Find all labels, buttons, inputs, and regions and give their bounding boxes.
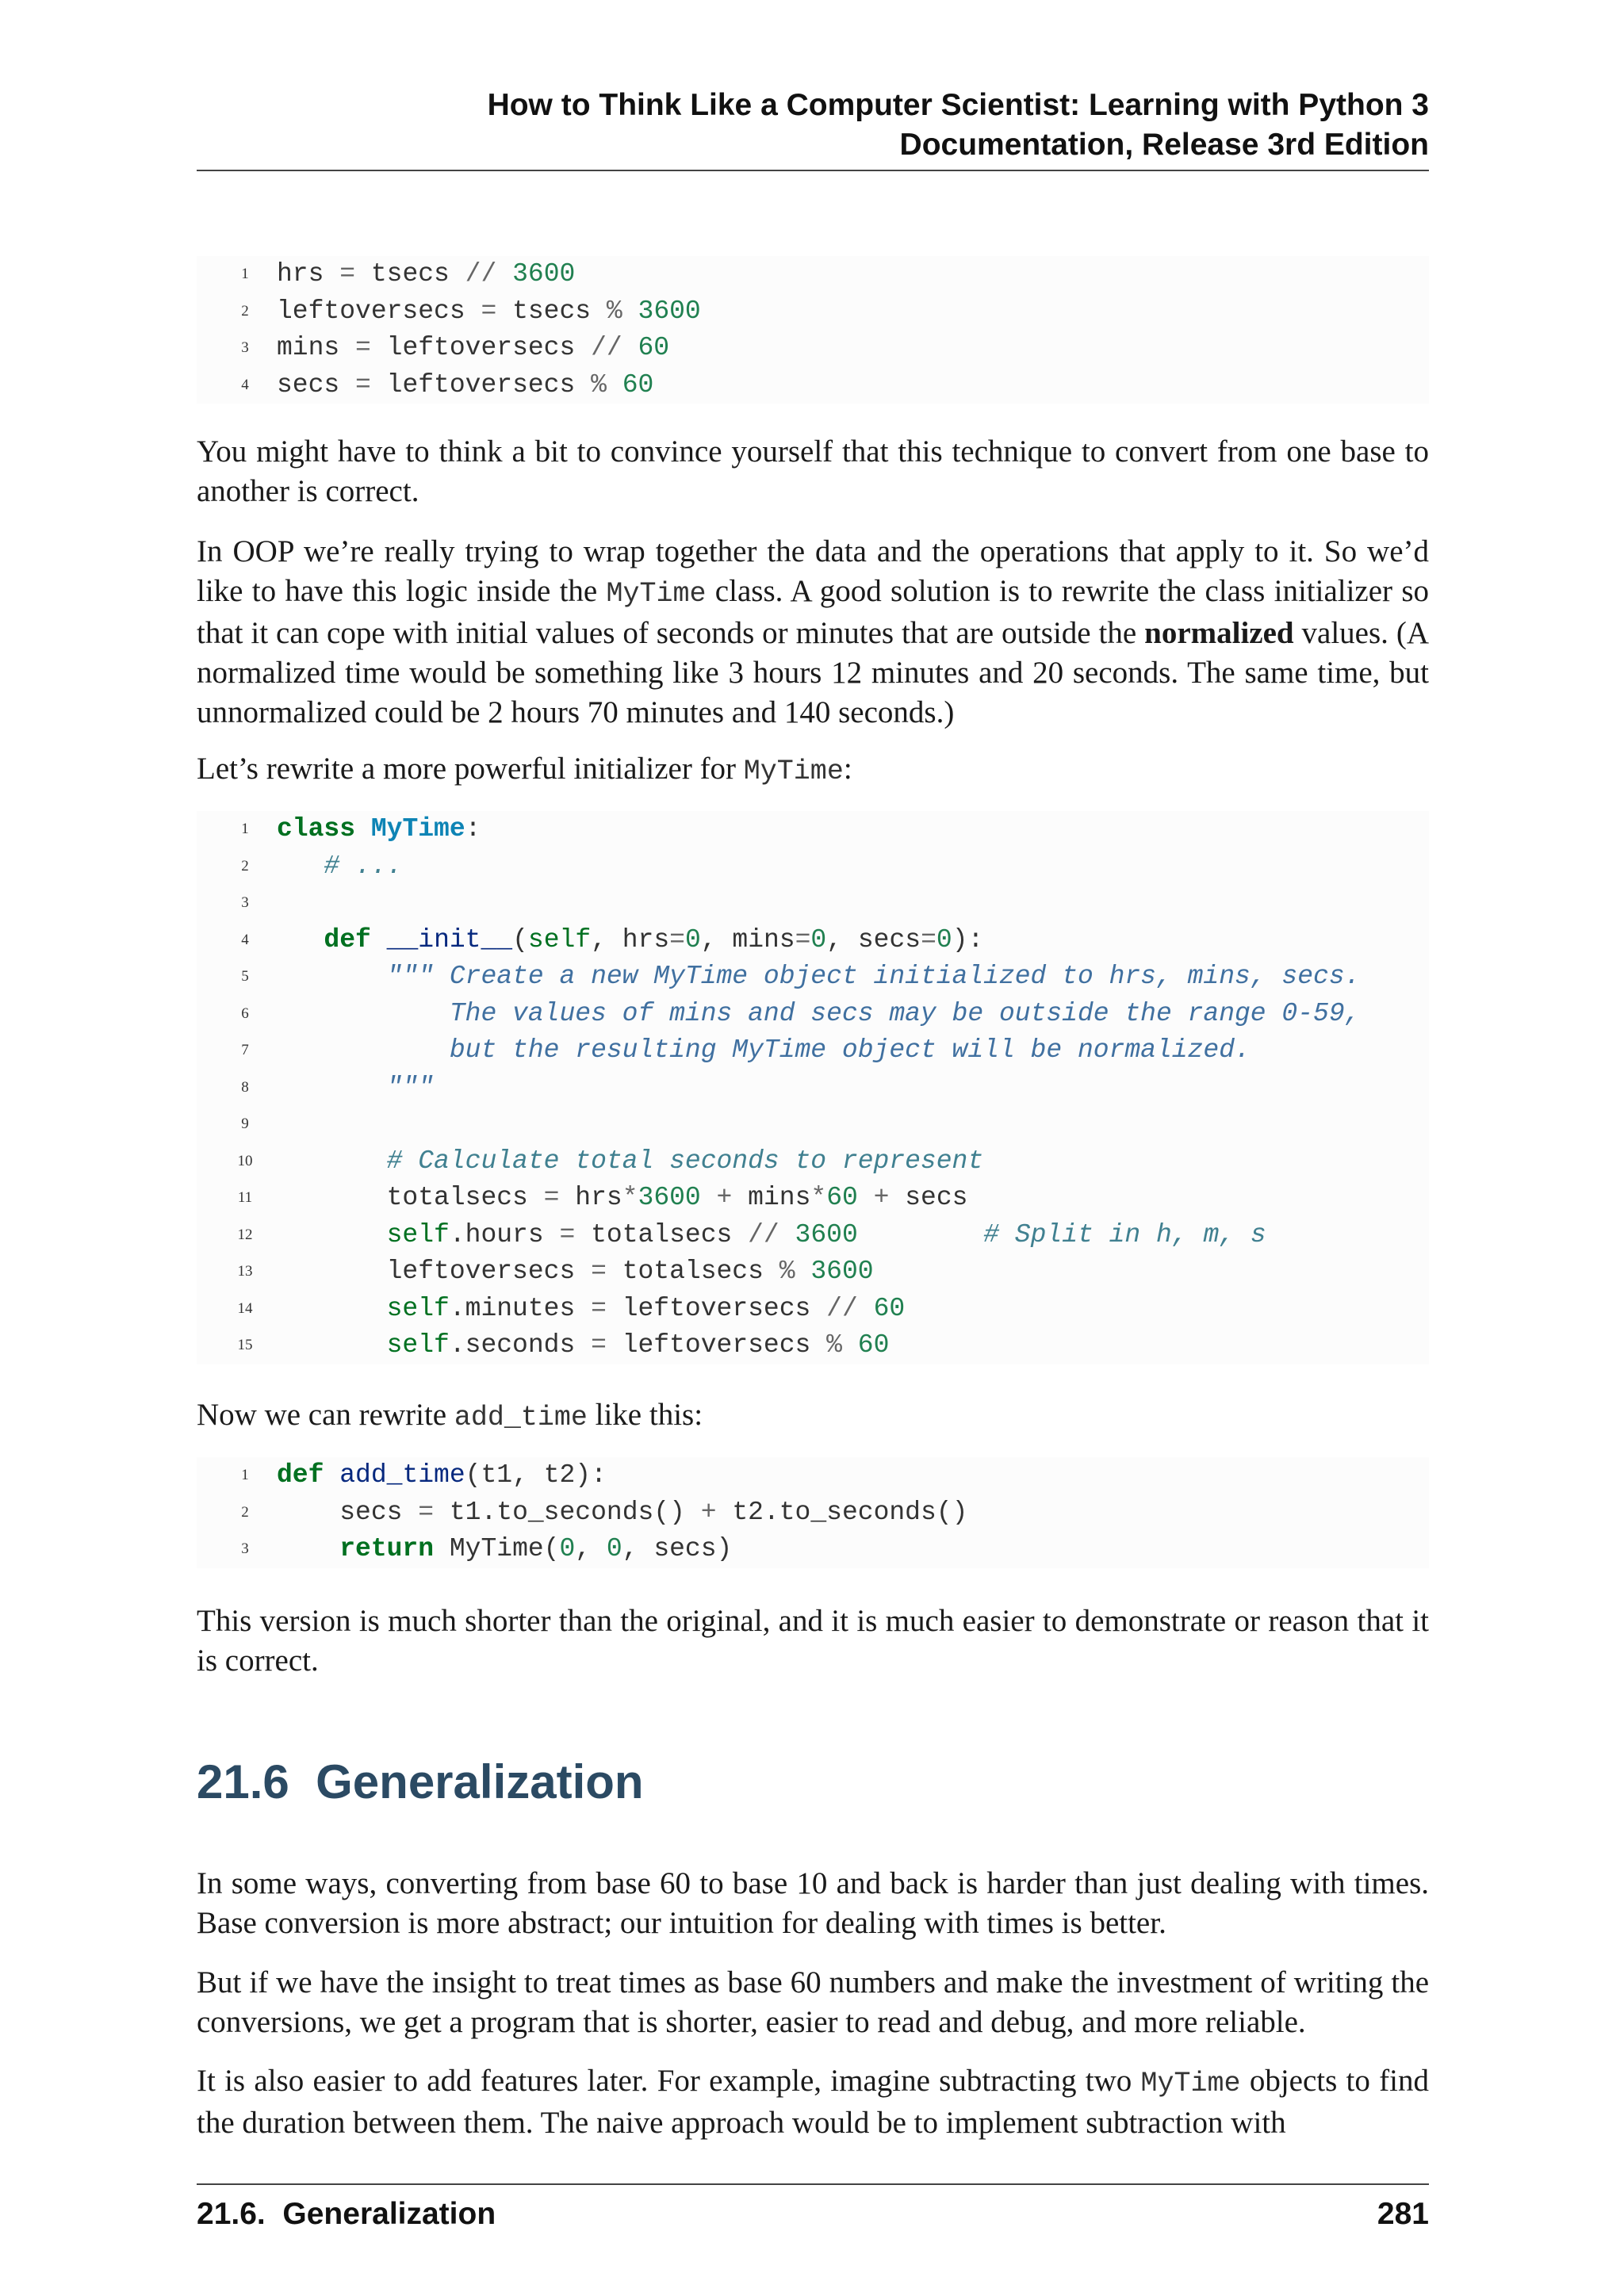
paragraph-rewrite-initializer: Let’s rewrite a more powerful initializer for MyTime: (197, 752, 852, 787)
line-number: 8 (241, 1078, 249, 1096)
code-line: 7 but the resulting MyTime object will be normalized. (197, 1032, 1429, 1070)
code-line: 13 leftoversecs = totalsecs % 3600 (197, 1253, 1429, 1291)
inline-code: MyTime (606, 578, 707, 610)
line-number: 2 (241, 1503, 249, 1521)
line-number: 1 (241, 266, 249, 282)
line-number: 9 (241, 1115, 249, 1132)
line-number: 12 (237, 1226, 253, 1243)
running-header-line-2: Documentation, Release 3rd Edition (899, 128, 1429, 162)
footer-section-label: 21.6. Generalization (197, 2197, 496, 2231)
code-line: 12 self.hours = totalsecs // 3600 # Split in h, m, s (197, 1217, 1429, 1254)
code-line: 1 hrs = tsecs // 3600 (197, 256, 1429, 293)
line-number: 14 (237, 1299, 253, 1317)
code-block-mytime-class (197, 811, 1429, 1364)
code-line: 15 self.seconds = leftoversecs % 60 (197, 1327, 1429, 1364)
inline-comment: # Split in h, m, s (983, 1219, 1266, 1249)
code-line: 3 return MyTime(0, 0, secs) (197, 1531, 1429, 1568)
paragraph-insight: But if we have the insight to treat times as base 60 numbers and make the investment of writing the conversions, we get a program that is shorter, easier to read and debug, and more reliable. (197, 1965, 1429, 2039)
line-number: 6 (241, 1004, 249, 1022)
code-block-add-time (197, 1457, 1429, 1568)
code-line: 5 """ Create a new MyTime object initialized to hrs, mins, secs. (197, 959, 1429, 996)
code-line (197, 1106, 1429, 1143)
code-line: 3 mins = leftoversecs // 60 (197, 330, 1429, 367)
line-number: 11 (237, 1189, 253, 1206)
running-header (197, 86, 1429, 165)
inline-code: MyTime (1140, 2068, 1241, 2099)
code-line (197, 885, 1429, 922)
section-title-text: Generalization (316, 1755, 644, 1808)
code-line: 1 def add_time(t1, t2): (197, 1457, 1429, 1494)
footer-divider (197, 2183, 1429, 2185)
code-line: 14 self.minutes = leftoversecs // 60 (197, 1291, 1429, 1328)
line-number: 4 (241, 931, 249, 948)
page-number: 281 (1377, 2197, 1429, 2231)
code-line: 10 # Calculate total seconds to represent (197, 1143, 1429, 1181)
section-number: 21.6 (197, 1755, 289, 1808)
code-block-conversion (197, 256, 1429, 404)
line-number: 7 (241, 1042, 249, 1058)
line-number: 3 (241, 1540, 249, 1557)
running-header-line-1: How to Think Like a Computer Scientist: Learning with Python 3 (487, 88, 1429, 122)
line-number: 4 (241, 376, 249, 393)
code-line: 2 leftoversecs = tsecs % 3600 (197, 293, 1429, 331)
code-line: 8 """ (197, 1070, 1429, 1107)
code-line: 11 totalsecs = hrs*3600 + mins*60 + secs (197, 1180, 1429, 1217)
line-number: 3 (241, 894, 249, 911)
code-line: 1 class MyTime: (197, 811, 1429, 848)
line-number: 5 (241, 968, 249, 985)
paragraph-add-features: It is also easier to add features later. For example, imagine subtracting two MyTime objects to find the duration between them. The naive approach would be to implement subtraction with (197, 2064, 1429, 2140)
code-line: 2 # ... (197, 848, 1429, 886)
code-line: 6 The values of mins and secs may be outside the range 0-59, (197, 996, 1429, 1033)
line-number: 2 (241, 857, 249, 874)
line-number: 2 (241, 302, 249, 320)
paragraph-convince: You might have to think a bit to convince yourself that this technique to convert from one base to another is correct. (197, 434, 1429, 508)
bold-term: normalized (1144, 616, 1294, 650)
code-line: 4 def __init__(self, hrs=0, mins=0, secs=0): (197, 922, 1429, 959)
header-divider (197, 170, 1429, 171)
line-number: 3 (241, 339, 249, 356)
paragraph-add-time: Now we can rewrite add_time like this: (197, 1398, 703, 1433)
paragraph-base-conversion: In some ways, converting from base 60 to base 10 and back is harder than just dealing with times. Base conversion is more abstract; our intuition for dealing with times is better. (197, 1866, 1429, 1940)
code-line: 4 secs = leftoversecs % 60 (197, 367, 1429, 404)
inline-code: add_time (454, 1402, 588, 1433)
paragraph-oop: In OOP we’re really trying to wrap together the data and the operations that apply to it. So we’d like to have this logic inside the MyTime class. A good solution is to rewrite the class initializer so that it can cope with initial values of seconds or minutes that are outside the normalized values. (A normalized time would be something like 3 hours 12 minutes and 20 seconds. The same time, but unnormalized could be 2 hours 70 minutes and 140 seconds.) (197, 534, 1429, 729)
line-number: 13 (237, 1263, 253, 1280)
line-number: 10 (237, 1152, 253, 1169)
code-line: 2 secs = t1.to_seconds() + t2.to_seconds() (197, 1494, 1429, 1532)
paragraph-shorter-version: This version is much shorter than the original, and it is much easier to demonstrate or reason that it is correct. (197, 1604, 1429, 1678)
section-heading (197, 1754, 644, 1811)
line-number: 15 (237, 1337, 253, 1353)
inline-code: MyTime (743, 756, 844, 787)
line-number: 1 (241, 1467, 249, 1483)
line-number: 1 (241, 821, 249, 837)
